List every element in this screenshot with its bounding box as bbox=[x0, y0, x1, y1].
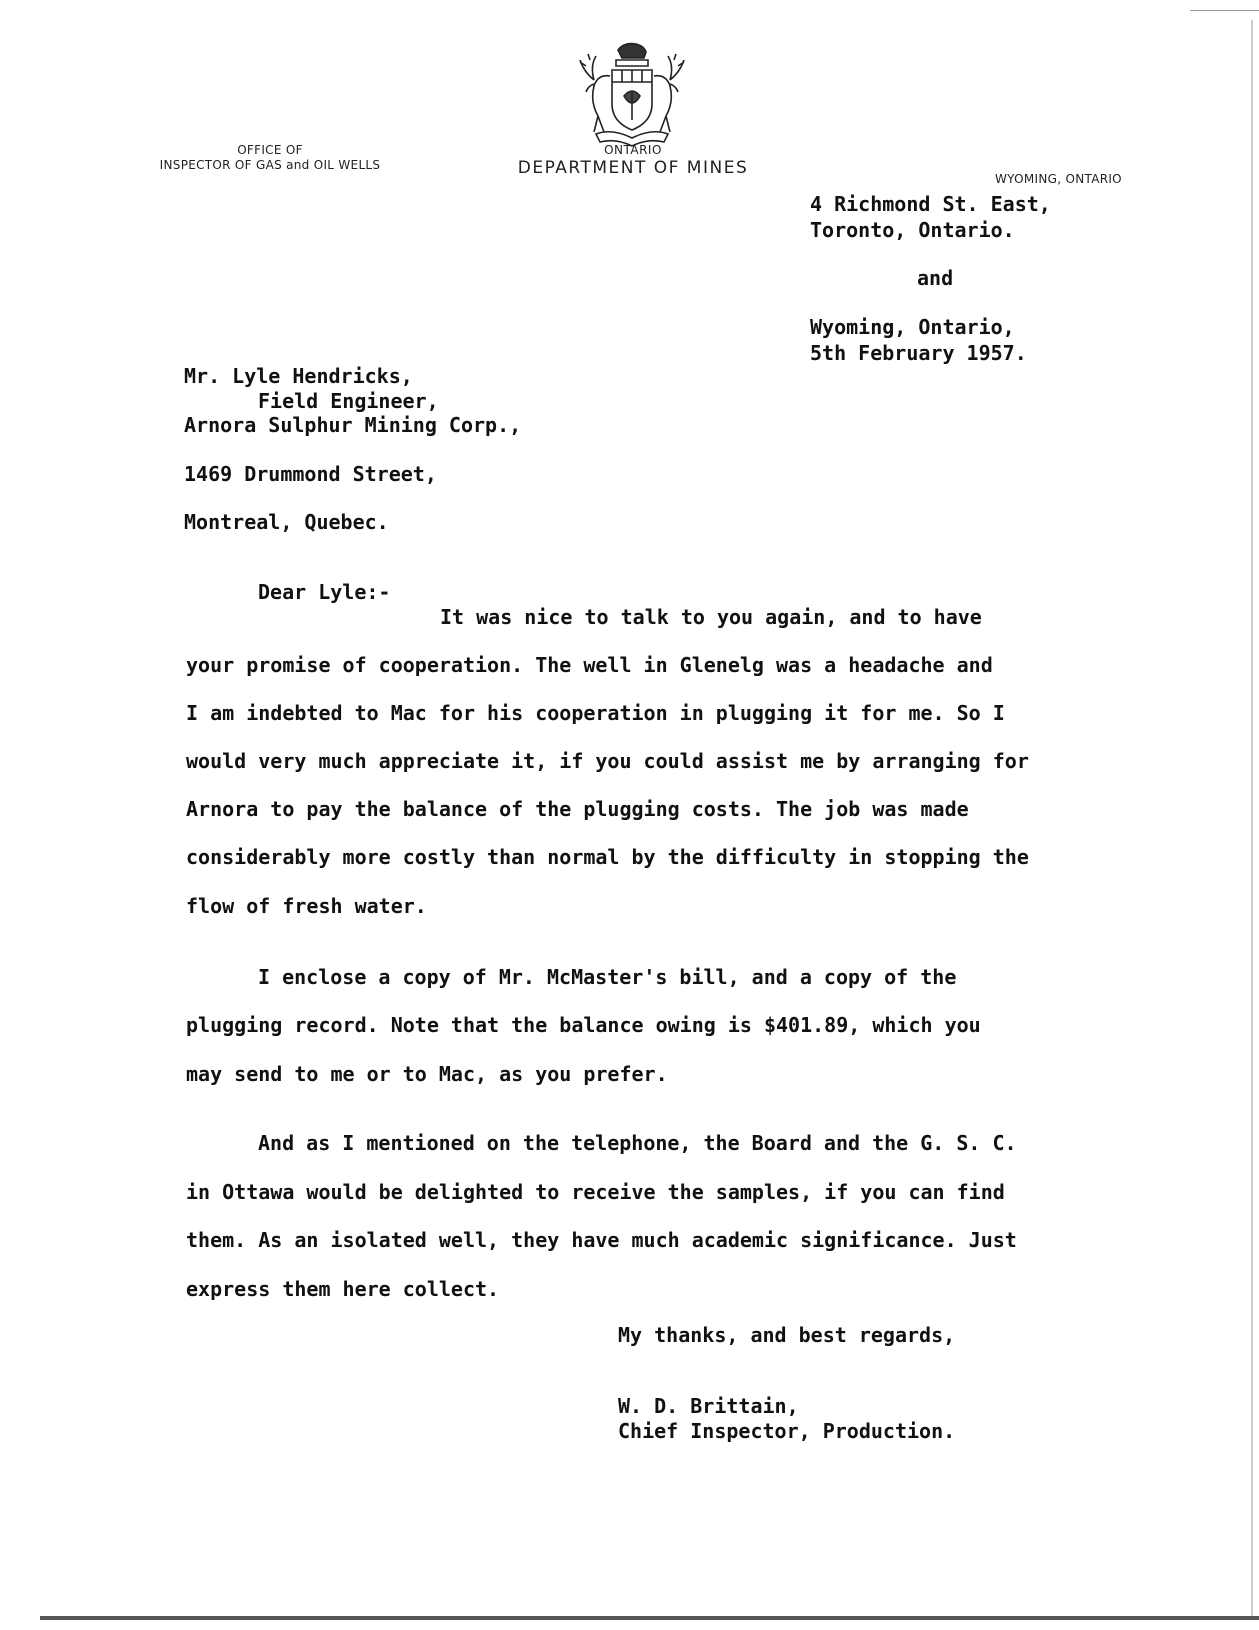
recipient-street: 1469 Drummond Street, bbox=[184, 462, 437, 486]
recipient-title: Field Engineer, bbox=[258, 389, 439, 413]
body-line: considerably more costly than normal by the difficulty in stopping the bbox=[186, 845, 1029, 869]
sender-address-line-2: Toronto, Ontario. bbox=[810, 218, 1015, 242]
sender-address-line-1: 4 Richmond St. East, bbox=[810, 192, 1051, 216]
page-edge-top bbox=[1190, 10, 1259, 11]
page-edge-right bbox=[1251, 20, 1253, 1620]
body-line: flow of fresh water. bbox=[186, 894, 427, 918]
office-of-label bbox=[145, 143, 395, 173]
body-line: And as I mentioned on the telephone, the Board and the G. S. C. bbox=[258, 1131, 1017, 1155]
salutation: Dear Lyle:- bbox=[258, 580, 391, 604]
body-line: plugging record. Note that the balance owing is $401.89, which you bbox=[186, 1013, 981, 1037]
page-edge-bottom bbox=[40, 1616, 1259, 1620]
sender-address-line-3: Wyoming, Ontario, bbox=[810, 315, 1015, 339]
location-label: WYOMING, ONTARIO bbox=[995, 172, 1122, 186]
recipient-name: Mr. Lyle Hendricks, bbox=[184, 364, 413, 388]
office-line-2: INSPECTOR OF GAS and OIL WELLS bbox=[159, 158, 381, 172]
body-line: I am indebted to Mac for his cooperation in plugging it for me. So I bbox=[186, 701, 1005, 725]
body-line: express them here collect. bbox=[186, 1277, 500, 1301]
province-label: ONTARIO bbox=[604, 143, 662, 157]
body-line: them. As an isolated well, they have much academic significance. Just bbox=[186, 1228, 1017, 1252]
body-line: would very much appreciate it, if you could assist me by arranging for bbox=[186, 749, 1029, 773]
closing: My thanks, and best regards, bbox=[618, 1323, 956, 1347]
letter-date: 5th February 1957. bbox=[810, 341, 1027, 365]
body-line: I enclose a copy of Mr. McMaster's bill, and a copy of the bbox=[258, 965, 957, 989]
signature-name: W. D. Brittain, bbox=[618, 1394, 799, 1418]
signature-title: Chief Inspector, Production. bbox=[618, 1419, 956, 1443]
recipient-company: Arnora Sulphur Mining Corp., bbox=[184, 413, 522, 437]
body-line: in Ottawa would be delighted to receive the samples, if you can find bbox=[186, 1180, 1005, 1204]
department-label: DEPARTMENT OF MINES bbox=[517, 158, 749, 178]
office-line-1: OFFICE OF bbox=[237, 143, 303, 157]
body-line: Arnora to pay the balance of the plugging costs. The job was made bbox=[186, 797, 969, 821]
body-line: may send to me or to Mac, as you prefer. bbox=[186, 1062, 668, 1086]
body-line: your promise of cooperation. The well in Glenelg was a headache and bbox=[186, 653, 993, 677]
sender-address-and: and bbox=[917, 266, 954, 290]
body-line: It was nice to talk to you again, and to have bbox=[440, 605, 982, 629]
recipient-city: Montreal, Quebec. bbox=[184, 510, 389, 534]
ontario-coat-of-arms-icon bbox=[572, 36, 692, 148]
